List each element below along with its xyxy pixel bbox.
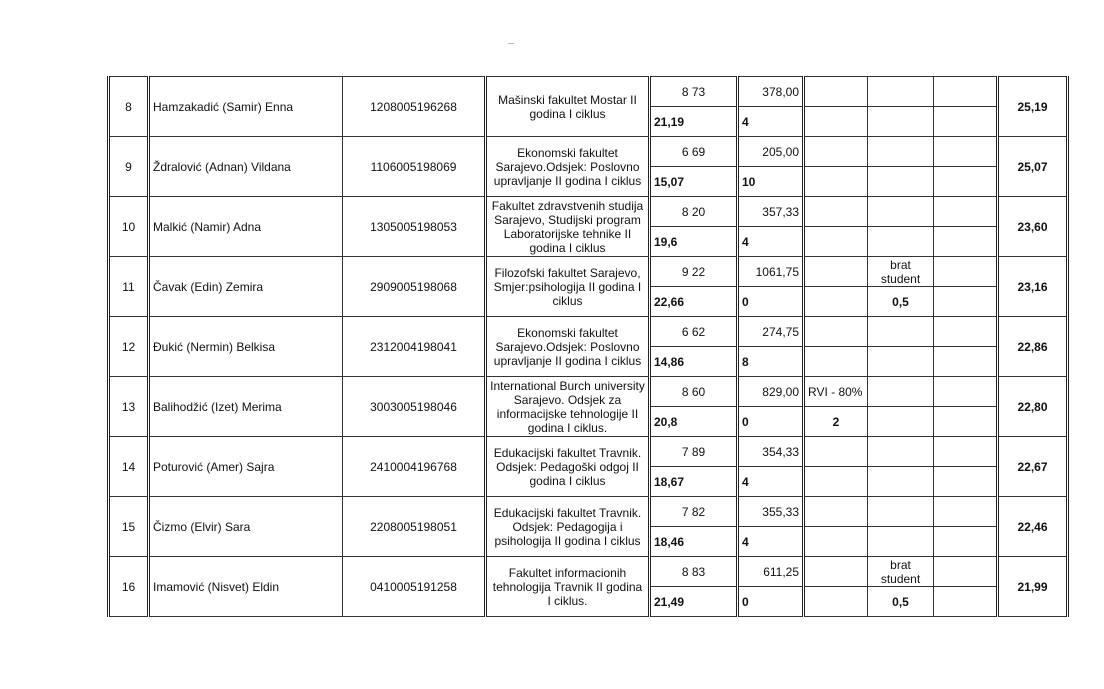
sibling-status bbox=[868, 77, 934, 107]
other-points bbox=[934, 527, 998, 557]
grade-average: 6 69 bbox=[650, 137, 738, 167]
student-name: Čizmo (Elvir) Sara bbox=[149, 497, 343, 557]
total-points: 25,19 bbox=[998, 77, 1068, 137]
other-criteria bbox=[934, 497, 998, 527]
rank-cell: 8 bbox=[109, 77, 149, 137]
faculty-cell: Edukacijski fakultet Travnik. Odsjek: Pedagogija i psihologija II godina I ciklus bbox=[486, 497, 650, 557]
jmbg-cell: 3003005198046 bbox=[343, 377, 486, 437]
jmbg-cell: 1305005198053 bbox=[343, 197, 486, 257]
disability-points bbox=[804, 287, 868, 317]
disability-points bbox=[804, 107, 868, 137]
table-row bbox=[109, 377, 1068, 407]
disability-status bbox=[804, 197, 868, 227]
faculty-cell: Filozofski fakultet Sarajevo, Smjer:psihologija II godina I ciklus bbox=[486, 257, 650, 317]
disability-points bbox=[804, 167, 868, 197]
income-points: 4 bbox=[738, 467, 804, 497]
sibling-points: 0,5 bbox=[868, 587, 934, 617]
disability-status bbox=[804, 497, 868, 527]
faculty-cell: Fakultet zdravstvenih studija Sarajevo, Studijski program Laboratorijske tehnike II godina I ciklus bbox=[486, 197, 650, 257]
jmbg-cell: 0410005191258 bbox=[343, 557, 486, 617]
total-points: 22,86 bbox=[998, 317, 1068, 377]
total-points: 25,07 bbox=[998, 137, 1068, 197]
income-value: 354,33 bbox=[738, 437, 804, 467]
income-points: 8 bbox=[738, 347, 804, 377]
income-value: 355,33 bbox=[738, 497, 804, 527]
grade-average: 9 22 bbox=[650, 257, 738, 287]
sibling-status bbox=[868, 437, 934, 467]
other-points bbox=[934, 107, 998, 137]
other-criteria bbox=[934, 317, 998, 347]
sibling-status bbox=[868, 197, 934, 227]
other-points bbox=[934, 287, 998, 317]
income-value: 205,00 bbox=[738, 137, 804, 167]
table-row bbox=[109, 197, 1068, 227]
sibling-status bbox=[868, 317, 934, 347]
other-points bbox=[934, 467, 998, 497]
jmbg-cell: 2312004198041 bbox=[343, 317, 486, 377]
rank-cell: 13 bbox=[109, 377, 149, 437]
disability-points bbox=[804, 587, 868, 617]
disability-status bbox=[804, 77, 868, 107]
disability-points bbox=[804, 467, 868, 497]
faculty-cell: Edukacijski fakultet Travnik. Odsjek: Pedagoški odgoj II godina I ciklus bbox=[486, 437, 650, 497]
grade-points: 20,8 bbox=[650, 407, 738, 437]
jmbg-cell: 1208005196268 bbox=[343, 77, 486, 137]
income-points: 0 bbox=[738, 587, 804, 617]
table-row bbox=[109, 557, 1068, 587]
other-criteria bbox=[934, 557, 998, 587]
grade-points: 14,86 bbox=[650, 347, 738, 377]
total-points: 23,60 bbox=[998, 197, 1068, 257]
faculty-cell: Ekonomski fakultet Sarajevo.Odsjek: Poslovno upravljanje II godina I ciklus bbox=[486, 137, 650, 197]
other-points bbox=[934, 227, 998, 257]
rank-cell: 11 bbox=[109, 257, 149, 317]
grade-average: 8 20 bbox=[650, 197, 738, 227]
income-value: 274,75 bbox=[738, 317, 804, 347]
jmbg-cell: 2208005198051 bbox=[343, 497, 486, 557]
table-row bbox=[109, 77, 1068, 107]
disability-status bbox=[804, 137, 868, 167]
sibling-points bbox=[868, 467, 934, 497]
faculty-cell: Fakultet informacionih tehnologija Travnik II godina I ciklus. bbox=[486, 557, 650, 617]
grade-average: 6 62 bbox=[650, 317, 738, 347]
scan-mark bbox=[508, 43, 514, 44]
grade-points: 15,07 bbox=[650, 167, 738, 197]
table-row bbox=[109, 437, 1068, 467]
grade-average: 8 73 bbox=[650, 77, 738, 107]
grade-points: 18,67 bbox=[650, 467, 738, 497]
other-points bbox=[934, 167, 998, 197]
student-name: Balihodžić (Izet) Merima bbox=[149, 377, 343, 437]
faculty-cell: Mašinski fakultet Mostar II godina I ciklus bbox=[486, 77, 650, 137]
rank-cell: 10 bbox=[109, 197, 149, 257]
total-points: 22,46 bbox=[998, 497, 1068, 557]
rank-cell: 14 bbox=[109, 437, 149, 497]
total-points: 22,80 bbox=[998, 377, 1068, 437]
ranking-table bbox=[107, 76, 1069, 617]
disability-status bbox=[804, 437, 868, 467]
grade-points: 21,49 bbox=[650, 587, 738, 617]
other-points bbox=[934, 587, 998, 617]
grade-average: 7 89 bbox=[650, 437, 738, 467]
disability-status bbox=[804, 557, 868, 587]
income-value: 378,00 bbox=[738, 77, 804, 107]
income-points: 0 bbox=[738, 287, 804, 317]
sibling-status bbox=[868, 137, 934, 167]
sibling-points bbox=[868, 227, 934, 257]
disability-points bbox=[804, 347, 868, 377]
income-points: 4 bbox=[738, 227, 804, 257]
disability-status: RVI - 80% bbox=[804, 377, 868, 407]
table-row bbox=[109, 257, 1068, 287]
grade-points: 22,66 bbox=[650, 287, 738, 317]
jmbg-cell: 2909005198068 bbox=[343, 257, 486, 317]
sibling-status bbox=[868, 377, 934, 407]
income-value: 611,25 bbox=[738, 557, 804, 587]
disability-status bbox=[804, 257, 868, 287]
other-criteria bbox=[934, 197, 998, 227]
income-value: 829,00 bbox=[738, 377, 804, 407]
faculty-cell: International Burch university Sarajevo. Odsjek za informacijske tehnologije II godina I ciklus. bbox=[486, 377, 650, 437]
other-points bbox=[934, 407, 998, 437]
other-points bbox=[934, 347, 998, 377]
rank-cell: 9 bbox=[109, 137, 149, 197]
disability-points bbox=[804, 227, 868, 257]
faculty-cell: Ekonomski fakultet Sarajevo.Odsjek: Poslovno upravljanje II godina I ciklus bbox=[486, 317, 650, 377]
student-name: Poturović (Amer) Sajra bbox=[149, 437, 343, 497]
disability-status bbox=[804, 317, 868, 347]
student-name: Čavak (Edin) Zemira bbox=[149, 257, 343, 317]
sibling-status: brat student bbox=[868, 257, 934, 287]
grade-average: 8 83 bbox=[650, 557, 738, 587]
income-points: 4 bbox=[738, 107, 804, 137]
sibling-points: 0,5 bbox=[868, 287, 934, 317]
student-name: Hamzakadić (Samir) Enna bbox=[149, 77, 343, 137]
rank-cell: 12 bbox=[109, 317, 149, 377]
other-criteria bbox=[934, 77, 998, 107]
jmbg-cell: 2410004196768 bbox=[343, 437, 486, 497]
student-name: Đukić (Nermin) Belkisa bbox=[149, 317, 343, 377]
income-value: 1061,75 bbox=[738, 257, 804, 287]
student-name: Ždralović (Adnan) Vildana bbox=[149, 137, 343, 197]
sibling-points bbox=[868, 347, 934, 377]
rank-cell: 15 bbox=[109, 497, 149, 557]
total-points: 23,16 bbox=[998, 257, 1068, 317]
table-row bbox=[109, 137, 1068, 167]
student-name: Imamović (Nisvet) Eldin bbox=[149, 557, 343, 617]
income-points: 0 bbox=[738, 407, 804, 437]
total-points: 21,99 bbox=[998, 557, 1068, 617]
income-points: 10 bbox=[738, 167, 804, 197]
sibling-status: brat student bbox=[868, 557, 934, 587]
student-name: Malkić (Namir) Adna bbox=[149, 197, 343, 257]
disability-points: 2 bbox=[804, 407, 868, 437]
grade-points: 18,46 bbox=[650, 527, 738, 557]
other-criteria bbox=[934, 257, 998, 287]
other-criteria bbox=[934, 377, 998, 407]
other-criteria bbox=[934, 137, 998, 167]
sibling-points bbox=[868, 527, 934, 557]
other-criteria bbox=[934, 437, 998, 467]
disability-points bbox=[804, 527, 868, 557]
rank-cell: 16 bbox=[109, 557, 149, 617]
sibling-points bbox=[868, 107, 934, 137]
grade-average: 8 60 bbox=[650, 377, 738, 407]
grade-points: 19,6 bbox=[650, 227, 738, 257]
jmbg-cell: 1106005198069 bbox=[343, 137, 486, 197]
income-value: 357,33 bbox=[738, 197, 804, 227]
sibling-points bbox=[868, 407, 934, 437]
table-row bbox=[109, 317, 1068, 347]
grade-points: 21,19 bbox=[650, 107, 738, 137]
table-row bbox=[109, 497, 1068, 527]
income-points: 4 bbox=[738, 527, 804, 557]
grade-average: 7 82 bbox=[650, 497, 738, 527]
table-body bbox=[109, 77, 1068, 617]
total-points: 22,67 bbox=[998, 437, 1068, 497]
sibling-points bbox=[868, 167, 934, 197]
sibling-status bbox=[868, 497, 934, 527]
